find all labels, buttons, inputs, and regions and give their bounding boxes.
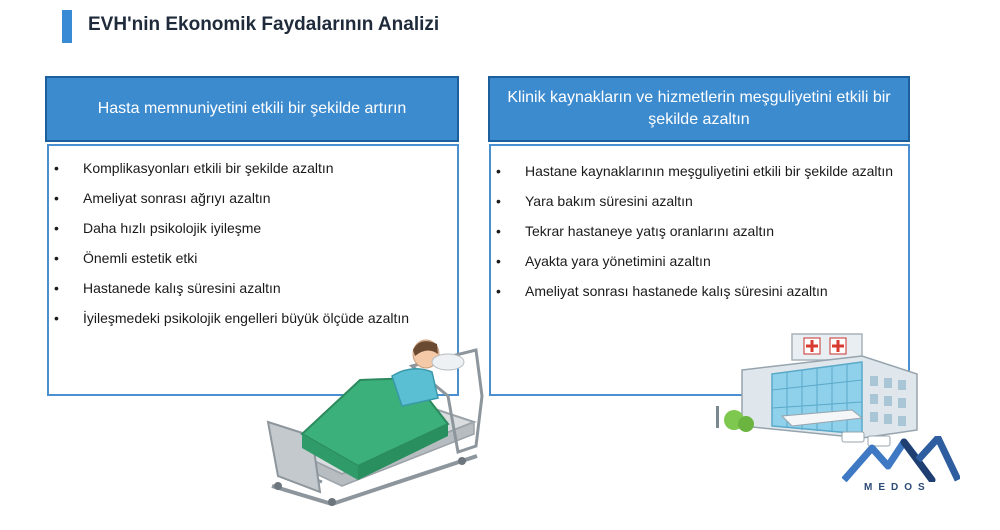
list-item-text: Ameliyat sonrası ağrıyı azaltın: [83, 190, 271, 206]
list-item: [49, 158, 457, 178]
list-item: [49, 278, 457, 298]
bullet-icon: •: [496, 163, 501, 179]
bullet-icon: •: [496, 283, 501, 299]
list-item: [491, 251, 908, 271]
list-item: [49, 188, 457, 208]
right-bullet-list: [491, 161, 908, 311]
list-item-text: Önemli estetik etki: [83, 250, 198, 266]
list-item: [491, 161, 908, 181]
hospital-bed-patient-icon: [262, 336, 486, 508]
list-item: [491, 191, 908, 211]
list-item-text: İyileşmedeki psikolojik engelleri büyük ölçüde azaltın: [83, 310, 410, 326]
bullet-icon: •: [496, 223, 501, 239]
bullet-icon: •: [54, 220, 59, 236]
bullet-icon: •: [54, 250, 59, 266]
page-title: EVH'nin Ekonomik Faydalarının Analizi: [88, 14, 440, 35]
bullet-icon: •: [54, 310, 59, 326]
list-item: [49, 308, 457, 328]
left-bullet-list: [49, 158, 457, 338]
list-item-text: Ayakta yara yönetimini azaltın: [525, 253, 711, 269]
bullet-icon: •: [54, 190, 59, 206]
list-item-text: Ameliyat sonrası hastanede kalış süresini azaltın: [525, 283, 828, 299]
medos-logo-icon: [842, 436, 960, 482]
left-panel-heading: Hasta memnuniyetini etkili bir şekilde artırın: [45, 76, 459, 142]
list-item-text: Hastanede kalış süresini azaltın: [83, 280, 281, 296]
bullet-icon: •: [496, 193, 501, 209]
logo-text: MEDOS: [864, 482, 931, 493]
list-item: [49, 218, 457, 238]
list-item-text: Komplikasyonları etkili bir şekilde azaltın: [83, 160, 334, 176]
bullet-icon: •: [496, 253, 501, 269]
list-item-text: Yara bakım süresini azaltın: [525, 193, 693, 209]
title-accent-bar: [62, 10, 72, 43]
list-item-text: Daha hızlı psikolojik iyileşme: [83, 220, 262, 236]
hospital-building-icon: [712, 330, 922, 448]
bullet-icon: •: [54, 280, 59, 296]
right-panel-heading: Klinik kaynakların ve hizmetlerin meşguliyetini etkili bir şekilde azaltın: [488, 76, 910, 142]
list-item: [49, 248, 457, 268]
bullet-icon: •: [54, 160, 59, 176]
list-item: [491, 221, 908, 241]
list-item-text: Hastane kaynaklarının meşguliyetini etkili bir şekilde azaltın: [525, 163, 894, 179]
list-item: [491, 281, 908, 301]
list-item-text: Tekrar hastaneye yatış oranlarını azaltın: [525, 223, 775, 239]
